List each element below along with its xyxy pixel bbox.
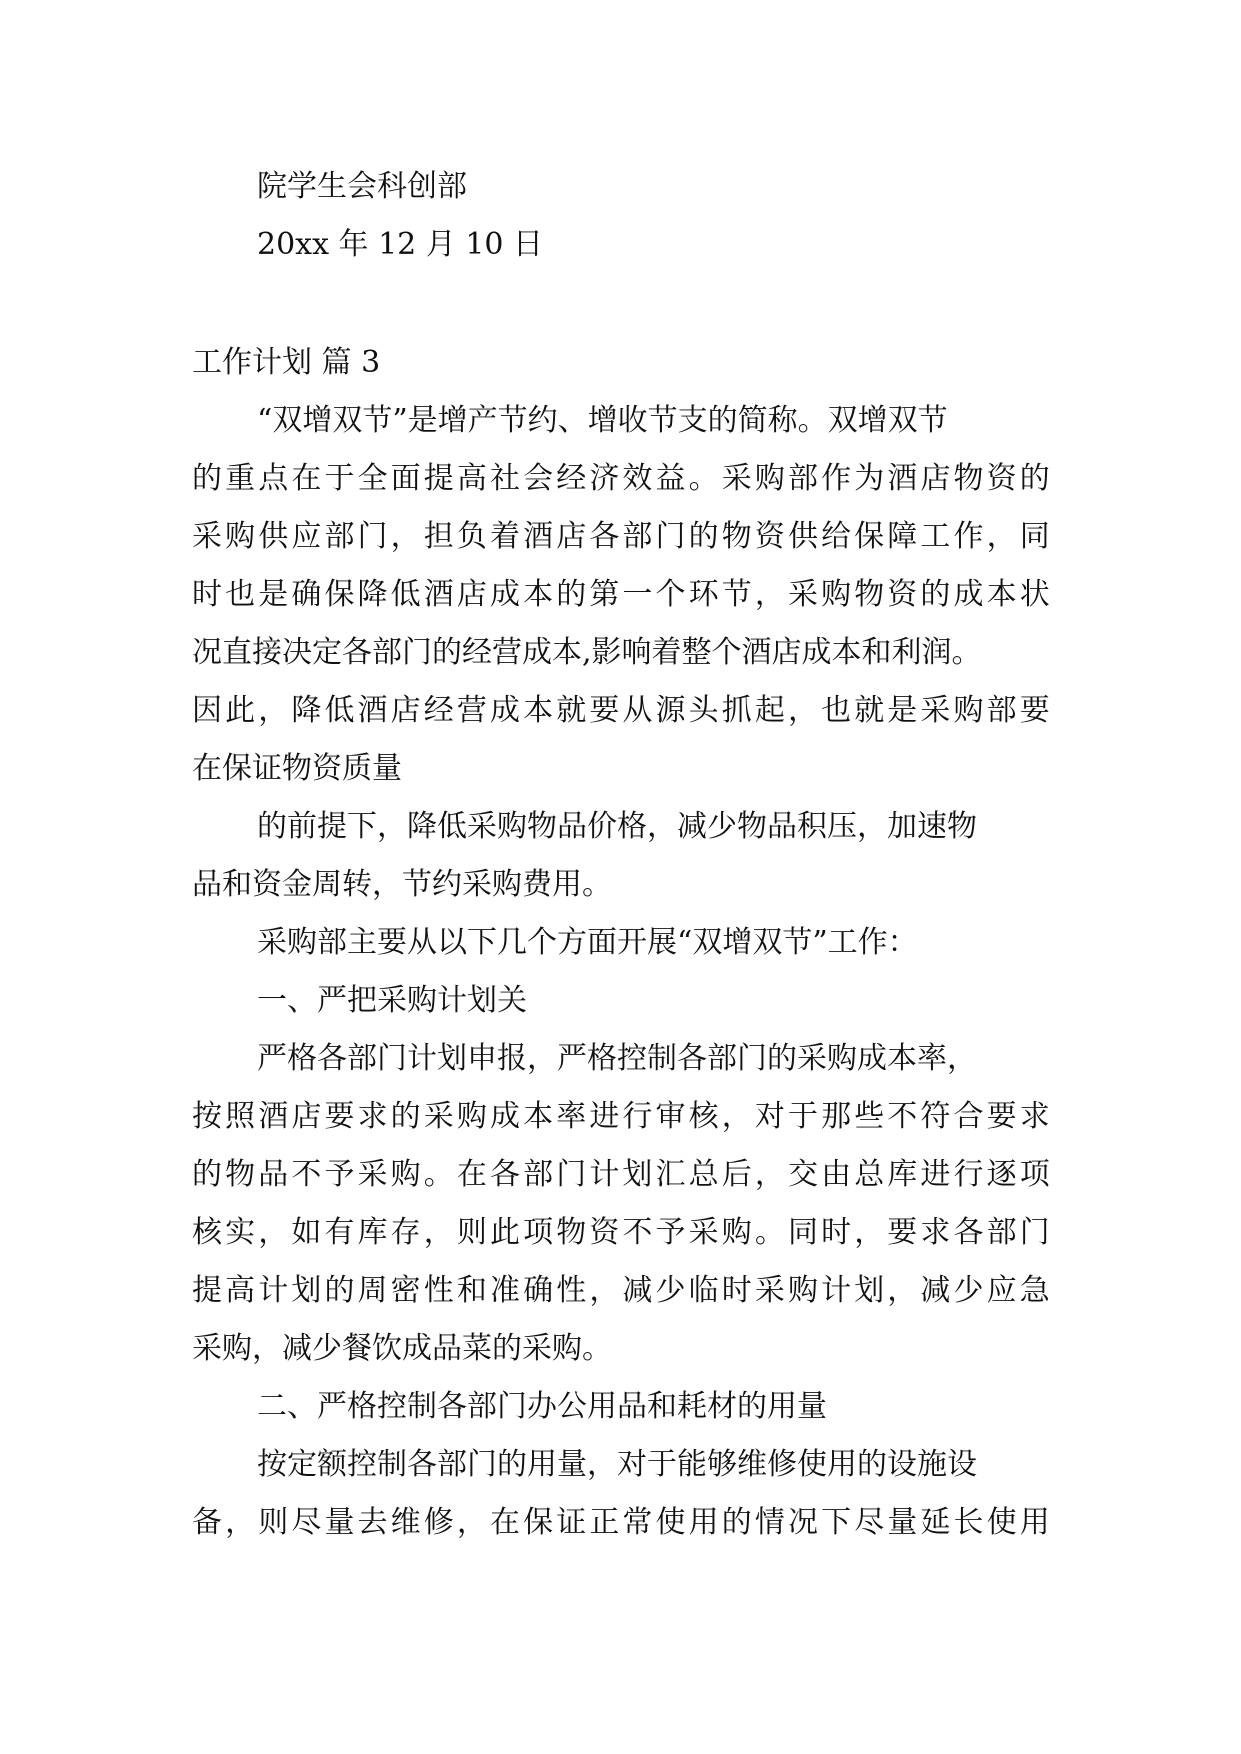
item2-heading: 二、严格控制各部门办公用品和耗材的用量 xyxy=(257,1389,827,1424)
paragraph-line: “双增双节”是增产节约、增收节支的简称。双增双节 xyxy=(257,403,948,438)
intro-line: 采购部主要从以下几个方面开展“双增双节”工作： xyxy=(257,925,918,960)
paragraph-line: 况直接决定各部门的经营成本,影响着整个酒店成本和利润。 xyxy=(192,635,982,670)
section-heading: 工作计划 篇 3 xyxy=(192,345,381,380)
signature-org: 院学生会科创部 xyxy=(257,169,467,204)
paragraph-line: 严格各部门计划申报，严格控制各部门的采购成本率， xyxy=(257,1041,977,1076)
paragraph-line: 提 高 计 划 的 周 密 性 和 准 确 性 ， 减 少 临 时 采 购 计 划 ， 减 少 应 急 xyxy=(192,1273,1050,1308)
paragraph-line: 采 购 供 应 部 门 ， 担 负 着 酒 店 各 部 门 的 物 资 供 给 保 障 工 作 ， 同 xyxy=(192,519,1050,554)
signature-date: 20xx 年 12 月 10 日 xyxy=(257,227,544,262)
paragraph-line: 在保证物资质量 xyxy=(192,751,402,786)
paragraph-line: 按定额控制各部门的用量，对于能够维修使用的设施设 xyxy=(257,1447,977,1482)
paragraph-line: 备 ， 则 尽 量 去 维 修 ， 在 保 证 正 常 使 用 的 情 况 下 尽 量 延 长 使 用 xyxy=(192,1505,1050,1540)
paragraph-line: 的 物 品 不 予 采 购 。 在 各 部 门 计 划 汇 总 后 ， 交 由 总 库 进 行 逐 项 xyxy=(192,1157,1050,1192)
item1-heading: 一、严把采购计划关 xyxy=(257,983,527,1018)
paragraph-line: 时 也 是 确 保 降 低 酒 店 成 本 的 第 一 个 环 节 ， 采 购 物 资 的 成 本 状 xyxy=(192,577,1050,612)
paragraph-line: 因 此 ， 降 低 酒 店 经 营 成 本 就 要 从 源 头 抓 起 ， 也 就 是 采 购 部 要 xyxy=(192,693,1050,728)
paragraph-line: 核 实 ， 如 有 库 存 ， 则 此 项 物 资 不 予 采 购 。 同 时 ， 要 求 各 部 门 xyxy=(192,1215,1050,1250)
paragraph-line: 品和资金周转，节约采购费用。 xyxy=(192,867,612,902)
paragraph-line: 的 重 点 在 于 全 面 提 高 社 会 经 济 效 益 。 采 购 部 作 为 酒 店 物 资 的 xyxy=(192,461,1050,496)
paragraph-line: 按 照 酒 店 要 求 的 采 购 成 本 率 进 行 审 核 ， 对 于 那 些 不 符 合 要 求 xyxy=(192,1099,1050,1134)
paragraph-line: 采购，减少餐饮成品菜的采购。 xyxy=(192,1331,612,1366)
paragraph-line: 的前提下，降低采购物品价格，减少物品积压，加速物 xyxy=(257,809,977,844)
